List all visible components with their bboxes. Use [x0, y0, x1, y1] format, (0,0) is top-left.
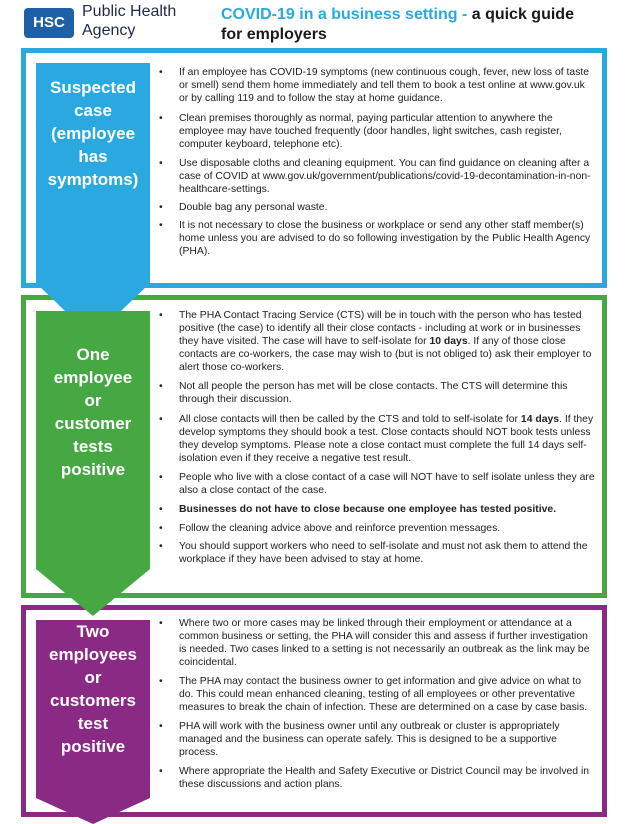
two-positive-arrow — [36, 620, 150, 824]
bullet-item: • All close contacts will then be called by the CTS and told to self-isolate for 14 days. If they develop symptoms they should book a test. Close contacts should NOT book tests unless they develop symptoms. Please note a close contact must complete the full 14 days self-isolation even if they receive a negative test result. — [158, 413, 596, 465]
hsc-logo: HSC — [24, 8, 74, 38]
suspected-case-arrow — [36, 63, 150, 338]
title-line2: for employers — [221, 26, 327, 43]
bullet-item: • If an employee has COVID-19 symptoms (new continuous cough, fever, new loss of taste or smell) send them home immediately and tell them to book a test online at www.gov.uk or by calling 119 and to follow the stay at home guidance. — [158, 66, 596, 105]
bullet-item: • It is not necessary to close the business or workplace or send any other staff member(s) home unless you are advised to do so following investigation by the Public Health Agency (PHA). — [158, 219, 596, 258]
title-part2: a quick guide — [471, 6, 574, 23]
title-accent: COVID-19 in a business setting - — [221, 6, 472, 23]
bullet-item: • Double bag any personal waste. — [158, 201, 596, 214]
agency-name-line1: Public Health — [82, 3, 177, 20]
page-title — [221, 5, 574, 45]
bullet-item: • Not all people the person has met will be close contacts. The CTS will determine this through their discussion. — [158, 380, 596, 406]
bullet-item: • Use disposable cloths and cleaning equipment. You can find guidance on cleaning after a case of COVID at www.gov.uk/government/publications/covid-19-decontamination-in-non-healthcare-settings. — [158, 157, 596, 196]
bullet-item: • Businesses do not have to close because one employee has tested positive. — [158, 503, 596, 516]
suspected-case-label: Suspected case (employee has symptoms) — [47, 78, 139, 189]
bullet-item: • PHA will work with the business owner until any outbreak or cluster is appropriately managed and the business can operate safely. This is designed to be a supportive process. — [158, 720, 596, 759]
bullet-item: • The PHA Contact Tracing Service (CTS) will be in touch with the person who has tested positive (the case) to identify all their close contacts - including at work or in businesses they have visited. The case will have to self-isolate for 10 days. If any of those close contacts are co-workers, the case may wish to (but is not obliged to) ask their employer to alert those co-workers. — [158, 309, 596, 374]
bullet-item: • Where appropriate the Health and Safety Executive or District Council may be involved in these discussions and action plans. — [158, 765, 596, 791]
agency-name — [82, 2, 176, 40]
bullet-item: • Clean premises thoroughly as normal, paying particular attention to anywhere the employee may have touched frequently (door handles, light switches, cash register, computer keyboard, telephone etc). — [158, 112, 596, 151]
one-positive-label: One employee or customer tests positive — [53, 345, 133, 479]
bullet-item: • Where two or more cases may be linked through their employment or attendance at a common business or setting, the PHA will consider this and assess if further investigation is needed. Two cases linked to a setting is not necessarily an outbreak as the link may be coincidental. — [158, 617, 596, 669]
two-positive-label: Two employees or customers test positive — [49, 622, 137, 756]
bullet-item: • You should support workers who need to self-isolate and must not ask them to attend the workplace if they have been advised to stay at home. — [158, 540, 596, 566]
two-positive-bullets — [158, 617, 596, 791]
bullet-item: • The PHA may contact the business owner to get information and give advice on what to do. This could mean enhanced cleaning, testing of all employees or other preventative measures to break the chain of infection. These are determined on a case by case basis. — [158, 675, 596, 714]
suspected-case-bullets — [158, 66, 596, 258]
bullet-item: • Follow the cleaning advice above and reinforce prevention messages. — [158, 522, 596, 535]
bullet-item: • People who live with a close contact of a case will NOT have to self isolate unless they are also a close contact of the case. — [158, 471, 596, 497]
one-positive-bullets — [158, 309, 596, 566]
one-positive-arrow — [36, 311, 150, 616]
agency-name-line2: Agency — [82, 22, 136, 39]
